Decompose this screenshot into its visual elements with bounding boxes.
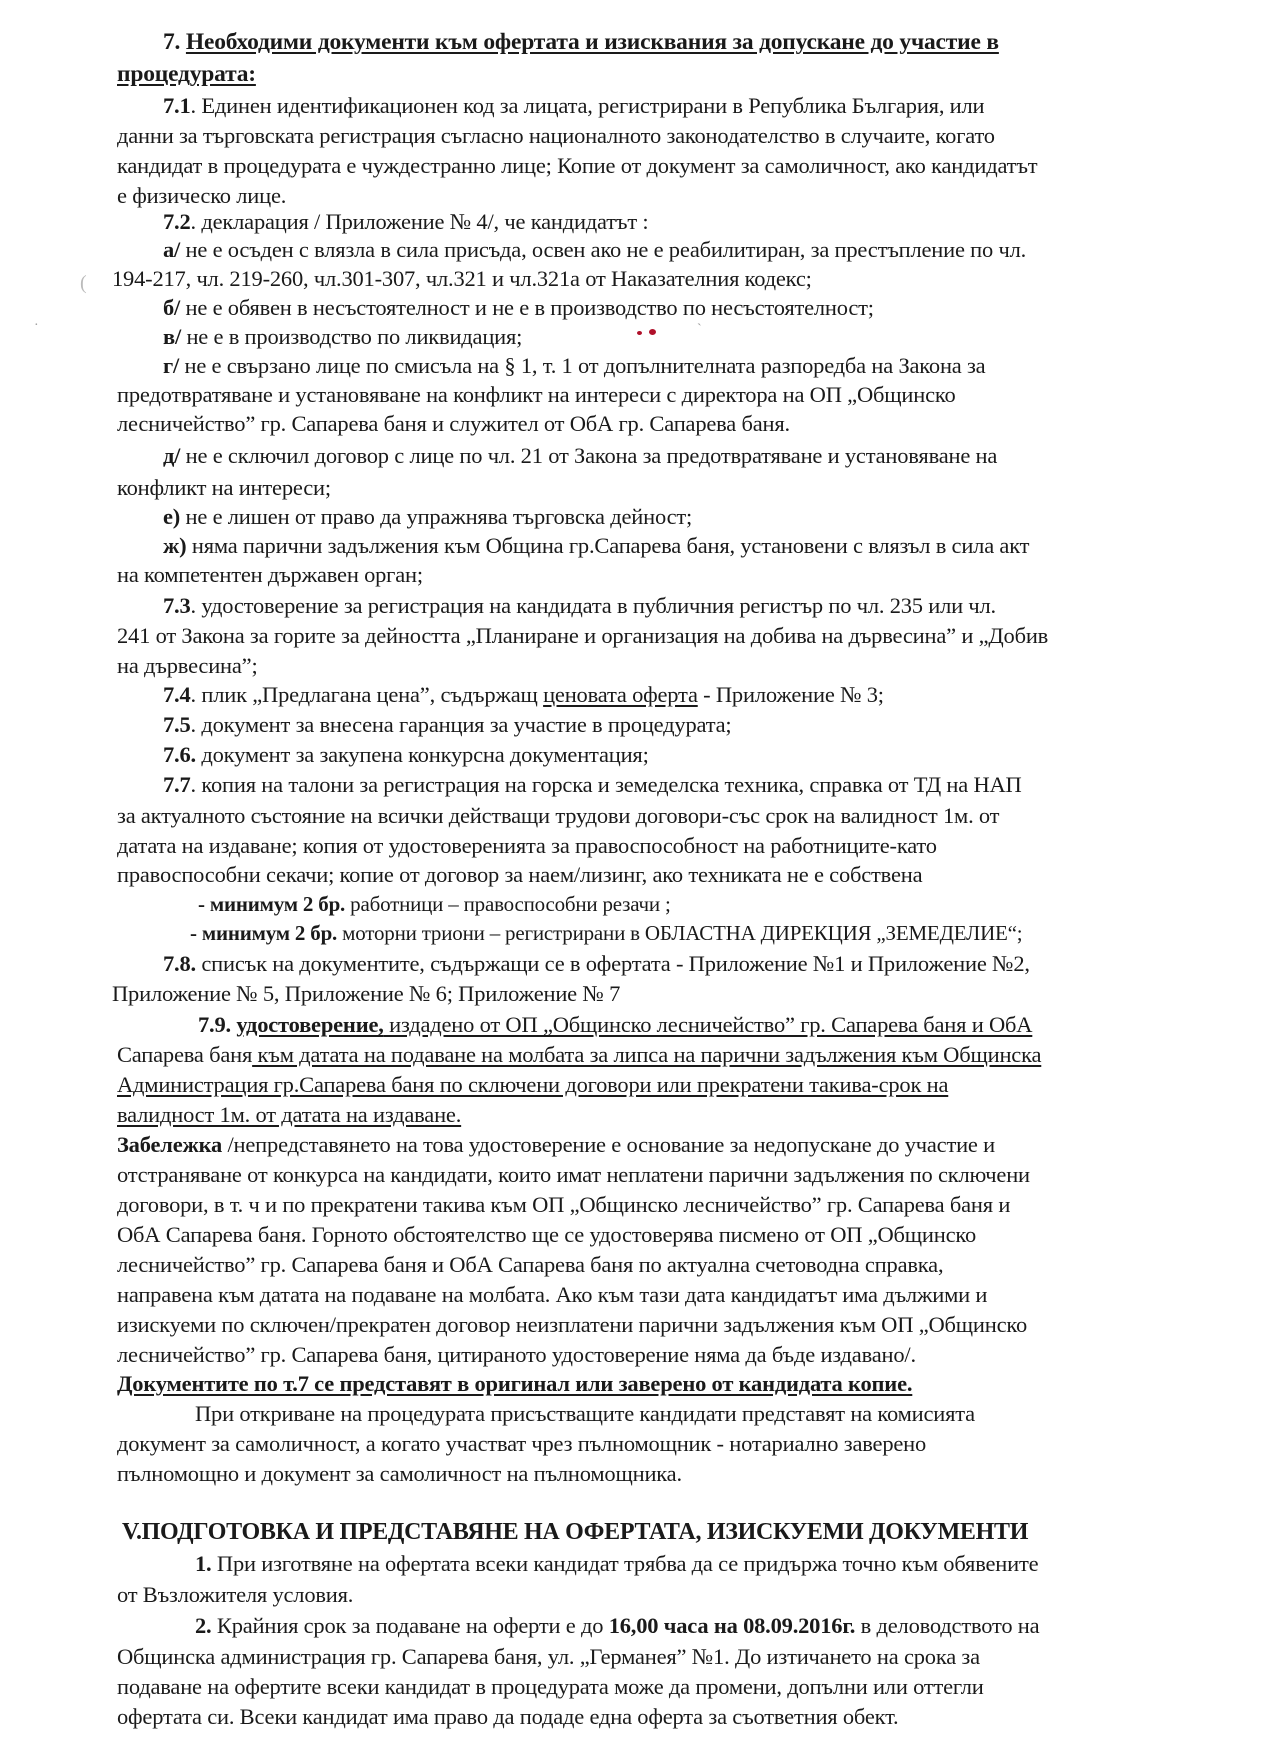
item-7-3-cont: 241 от Закона за горите за дейността „Планиране и организация на добива на дървесина” и „Добив: [117, 623, 1049, 648]
item-text: . удостоверение за регистрация на кандидата в публичния регистър по чл. 235 или чл.: [190, 593, 996, 618]
item-text: списък на документите, съдържащи се в офертата - Приложение №1 и Приложение №2,: [195, 951, 1030, 976]
opening-line: пълномощно и документ за самоличност на пълномощника.: [117, 1461, 682, 1486]
section-v-title: V.ПОДГОТОВКА И ПРЕДСТАВЯНЕ НА ОФЕРТАТА, ИЗИСКУЕМИ ДОКУМЕНТИ: [122, 1519, 1029, 1545]
sub-label: д/: [163, 443, 181, 468]
section-v-item-1-cont: от Възложителя условия.: [117, 1582, 354, 1607]
item-7-2-d: [163, 442, 997, 470]
certificate-label: удостоверение,: [236, 1012, 384, 1037]
note-line: лесничейство” гр. Сапарева баня, цитираното удостоверение няма да бъде издавано/.: [117, 1342, 916, 1367]
section-v-item-1: [195, 1550, 1038, 1578]
note-line: ОбА Сапарева баня. Горното обстоятелство ще се удостоверява писмено от ОП „Общинско: [117, 1222, 977, 1247]
item-text: Крайния срок за подаване на оферти е до: [211, 1613, 609, 1638]
item-number: 7.1: [163, 93, 191, 118]
section-v-item-2: [195, 1612, 1039, 1640]
note-line: направена към датата на подаване на молбата. Ако към тази дата кандидатът има дължими и: [117, 1282, 988, 1307]
item-7-9-cont: [117, 1041, 1041, 1069]
item-7-2-zh: [163, 532, 1029, 560]
item-7-1-line: данни за търговската регистрация съгласно националното законодателство в случаите, когато: [117, 123, 995, 148]
sub-label: г/: [163, 353, 180, 378]
opening-line: При откриване на процедурата присъстващите кандидати представят на комисията: [195, 1401, 975, 1426]
item-7-3: [163, 592, 996, 620]
bullet-bold: - минимум 2 бр.: [190, 921, 338, 945]
item-7-7-cont: датата на издаване; копия от удостоверенията за правоспособност на работниците-като: [117, 833, 937, 858]
item-7-2-zh-cont: на компетентен държавен орган;: [117, 562, 423, 587]
item-number: 7.6.: [163, 742, 196, 767]
item-7-2-b: [163, 294, 874, 322]
item-text: . Единен идентификационен код за лицата, регистрирани в Република България, или: [190, 93, 985, 118]
item-number: 1.: [195, 1551, 212, 1576]
section-v-item-2-cont: офертата си. Всеки кандидат има право да подаде една оферта за съответния обект.: [117, 1704, 899, 1729]
section-v-item-2-cont: Общинска администрация гр. Сапарева баня, ул. „Германея” №1. До изтичането на срока за: [117, 1644, 980, 1669]
item-7-4: [163, 681, 884, 709]
sub-text: няма парични задължения към Община гр.Сапарева баня, установени с влязъл в сила акт: [186, 533, 1030, 558]
sub-text: не е в производство по ликвидация;: [181, 324, 523, 349]
opening-line: документ за самоличност, а когато участват чрез пълномощник - нотариално заверено: [117, 1431, 927, 1456]
section-7-title: Необходими документи към офертата и изисквания за допускане до участие в: [185, 29, 999, 55]
note-line: лесничейство” гр. Сапарева баня и ОбА Сапарева баня по актуална счетоводна справка,: [117, 1252, 944, 1277]
item-7-9-cont: Администрация гр.Сапарева баня по сключени договори или прекратени такива-срок на: [117, 1072, 949, 1097]
sub-text: не е осъден с влязла в сила присъда, освен ако не е реабилитиран, за престъпление по чл.: [180, 237, 1027, 262]
item-number: 7.3: [163, 593, 191, 618]
item-7-1-line: е физическо лице.: [117, 183, 287, 208]
item-text: При изготвяне на офертата всеки кандидат трябва да се придържа точно към обявените: [211, 1551, 1039, 1576]
note-line: изискуеми по сключен/прекратен договор неизплатени парични задължения към ОП „Общинско: [117, 1312, 1028, 1337]
stamp-speck: [649, 329, 656, 335]
item-text: . плик „Предлагана цена”, съдържащ: [190, 682, 544, 707]
item-7-2-a: [163, 236, 1026, 264]
sub-label: б/: [163, 295, 181, 320]
item-7-1: [163, 92, 984, 120]
item-text: в деловодството на: [855, 1613, 1040, 1638]
item-7-6: [163, 741, 649, 769]
section-7-title-cont: процедурата:: [117, 61, 256, 87]
bullet-text: моторни триони – регистрирани в ОБЛАСТНА ДИРЕКЦИЯ „ЗЕМЕДЕЛИЕ“;: [337, 921, 1023, 945]
sub-text: не е лишен от право да упражнява търговска дейност;: [180, 504, 693, 529]
bullet-text: работници – правоспособни резачи ;: [345, 892, 671, 916]
item-7-7-cont: правоспособни секачи; копие от договор за наем/лизинг, ако техниката не е собствена: [117, 862, 923, 887]
item-text: . копия на талони за регистрация на горска и земеделска техника, справка от ТД на НАП: [190, 772, 1022, 797]
note-line: договори, в т. ч и по прекратени такива към ОП „Общинско лесничейство” гр. Сапарева баня и: [117, 1192, 1011, 1217]
sub-text: не е сключил договор с лице по чл. 21 от Закона за предотвратяване и установяване на: [180, 443, 998, 468]
sub-text: не е свързано лице по смисъла на § 1, т. 1 от допълнителната разпоредба на Закона за: [179, 353, 986, 378]
sub-label: в/: [163, 324, 182, 349]
item-7-7-bullet-1: [198, 890, 671, 918]
item-number: 7.2: [163, 209, 191, 234]
item-number: 7.7: [163, 772, 191, 797]
note-label: Забележка: [117, 1132, 223, 1157]
item-7-5: [163, 711, 731, 739]
originals-note: Документите по т.7 се представят в оригинал или заверено от кандидата копие.: [117, 1371, 913, 1396]
note-text: /непредставянето на това удостоверение е основание за недопускане до участие и: [222, 1132, 995, 1157]
item-number: 7.9.: [198, 1012, 231, 1037]
section-v-item-2-cont: подаване на офертите всеки кандидат в процедурата може да промени, допълни или оттегли: [117, 1674, 984, 1699]
scan-mark: (: [80, 272, 87, 294]
item-number: 7.4: [163, 682, 191, 707]
item-number: 7.5: [163, 712, 191, 737]
item-7-8-cont: Приложение № 5, Приложение № 6; Приложение № 7: [112, 981, 621, 1006]
item-7-1-line: кандидат в процедурата е чуждестранно лице; Копие от документ за самоличност, ако кандидатът: [117, 153, 1038, 178]
item-7-7-cont: за актуалното състояние на всички действащи трудови договори-със срок на валидност 1м. от: [117, 803, 1000, 828]
item-7-2-g-cont: лесничейство” гр. Сапарева баня и служител от ОбА гр. Сапарева баня.: [117, 411, 790, 436]
item-text-underlined: към датата на подаване на молбата за липса на парични задължения към Общинска: [252, 1042, 1042, 1067]
item-7-3-cont: на дървесина”;: [117, 653, 258, 678]
item-text: . документ за внесена гаранция за участие в процедурата;: [190, 712, 732, 737]
sub-label: а/: [163, 237, 181, 262]
deadline: 16,00 часа на 08.09.2016г.: [608, 1613, 856, 1638]
item-7-2-g: [163, 352, 985, 380]
item-7-2-d-cont: конфликт на интереси;: [117, 475, 331, 500]
item-text: - Приложение № 3;: [697, 682, 884, 707]
item-7-7: [163, 771, 1022, 799]
item-number: 2.: [195, 1613, 212, 1638]
item-7-2-v: [163, 323, 522, 351]
section-7-number: 7.: [163, 29, 181, 55]
item-7-9-cont: валидност 1м. от датата на издаване.: [117, 1102, 462, 1127]
item-7-8: [163, 950, 1030, 978]
note-line: отстраняване от конкурса на кандидати, които имат неплатени парични задължения по сключени: [117, 1162, 1030, 1187]
item-number: 7.8.: [163, 951, 196, 976]
sub-label: ж): [163, 533, 187, 558]
note: [117, 1131, 995, 1159]
item-7-2-g-cont: предотвратяване и установяване на конфликт на интереси с директора на ОП „Общинско: [117, 382, 956, 407]
section-7-heading: [163, 28, 999, 56]
bullet-bold: - минимум 2 бр.: [198, 892, 346, 916]
stamp-speck: [637, 331, 642, 335]
scan-mark: ˋ: [697, 322, 702, 337]
item-text: издадено от ОП „Общинско лесничейство” гр. Сапарева баня и ОбА: [383, 1012, 1033, 1037]
sub-label: е): [163, 504, 181, 529]
price-offer-underlined: ценовата оферта: [543, 682, 698, 707]
scan-mark: ·: [34, 318, 39, 333]
item-7-2-e: [163, 503, 692, 531]
sub-text: не е обявен в несъстоятелност и не е в производство по несъстоятелност;: [180, 295, 874, 320]
item-7-9: [198, 1011, 1032, 1039]
item-text: . декларация / Приложение № 4/, че кандидатът :: [190, 209, 649, 234]
item-7-2: [163, 208, 648, 236]
item-7-7-bullet-2: [190, 919, 1022, 947]
item-text: документ за закупена конкурсна документация;: [195, 742, 649, 767]
item-7-2-a-cont: 194-217, чл. 219-260, чл.301-307, чл.321 и чл.321а от Наказателния кодекс;: [112, 266, 812, 291]
item-text: Сапарева баня: [117, 1042, 253, 1067]
